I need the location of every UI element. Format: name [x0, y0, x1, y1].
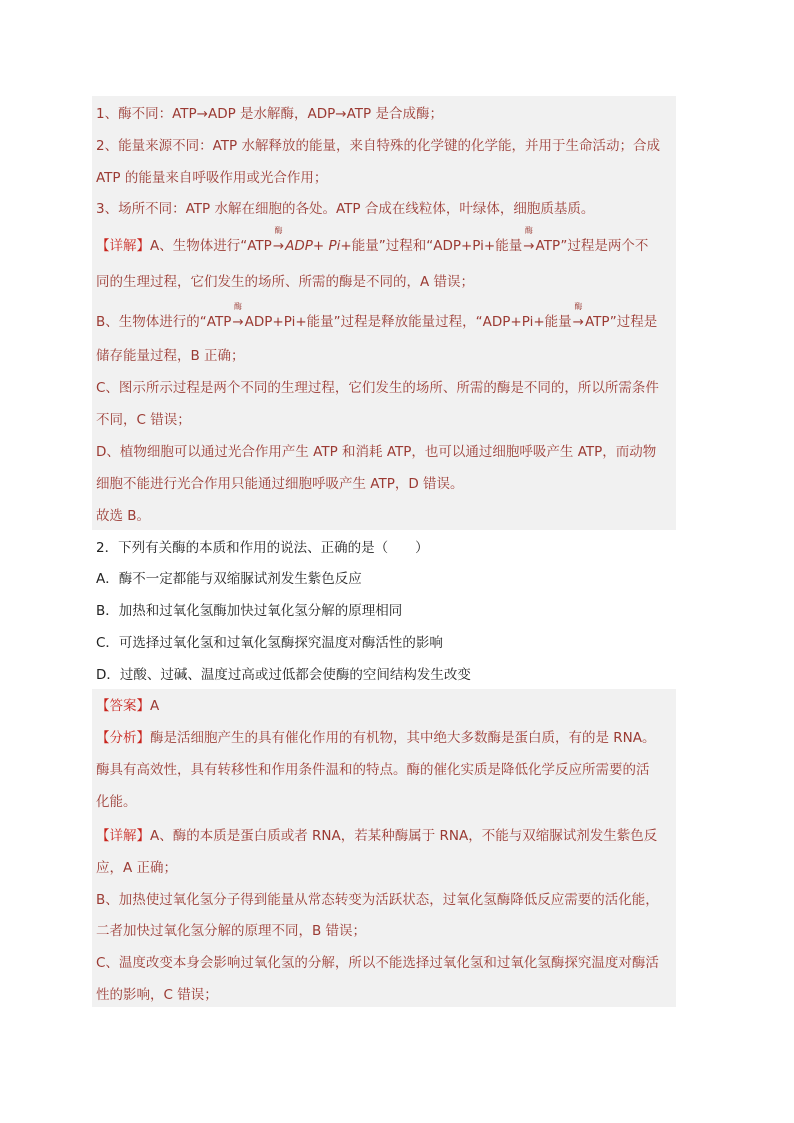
detail2-a-line-1: 【详解】A、酶的本质是蛋白质或者 RNA，若某种酶属于 RNA，不能与双缩脲试剂发生紫色反	[96, 828, 658, 844]
reaction-4: ADP+Pi+能量 酶 →ATP	[482, 302, 610, 330]
detail-b-line-1: B、生物体进行的“ATP 酶 →ADP+Pi+能量”过程是释放能量过程，“ADP+Pi+能量 酶 →ATP”过程是	[96, 302, 658, 330]
detail-c-line-1: C、图示所示过程是两个不同的生理过程，它们发生的场所、所需的酶是不同的，所以所需条件	[96, 380, 659, 396]
answer-line	[96, 696, 676, 716]
analysis-line-3: 化能。	[96, 794, 137, 810]
conclusion: 故选 B。	[96, 508, 151, 524]
detail-d-line-1: D、植物细胞可以通过光合作用产生 ATP 和消耗 ATP，也可以通过细胞呼吸产生 ATP，而动物	[96, 444, 657, 460]
analysis-item-2-line-2: ATP 的能量来自呼吸作用或光合作用；	[96, 170, 328, 186]
detail-b-line-2: 储存能量过程，B 正确；	[96, 348, 245, 364]
detail-a-line-1: 【详解】A、生物体进行“ATP 酶 →ADP+ Pi+能量”过程和“ADP+Pi+能量 酶 →ATP”过程是两个不	[96, 226, 649, 254]
option-d: D．过酸、过碱、温度过高或过低都会使酶的空间结构发生改变	[96, 667, 471, 683]
detail2-c-line-1: C、温度改变本身会影响过氧化氢的分解，所以不能选择过氧化氢和过氧化氢酶探究温度对酶活	[96, 955, 659, 971]
question-stem: 2．下列有关酶的本质和作用的说法、正确的是（ ）	[96, 540, 429, 556]
enzyme-arrow-icon: 酶 →	[232, 302, 244, 330]
option-b: B．加热和过氧化氢酶加快过氧化氢分解的原理相同	[96, 603, 403, 619]
reaction-3: ATP 酶 →ADP+Pi+能量	[206, 302, 334, 330]
answer-value: A	[150, 698, 160, 714]
detail2-b-line-2: 二者加快过氧化氢分解的原理不同，B 错误；	[96, 923, 367, 939]
option-a: A．酶不一定都能与双缩脲试剂发生紫色反应	[96, 571, 362, 587]
detail-tag: 【详解】	[96, 238, 150, 254]
detail2-b-line-1: B、加热使过氧化氢分子得到能量从常态转变为活跃状态，过氧化氢酶降低反应需要的活化能，	[96, 892, 659, 908]
detail-tag: 【详解】	[96, 828, 150, 844]
enzyme-arrow-icon: 酶 →	[272, 226, 285, 254]
analysis-item-1: 1、酶不同：ATP→ADP 是水解酶，ADP→ATP 是合成酶；	[96, 106, 443, 122]
detail-d-line-2: 细胞不能进行光合作用只能通过细胞呼吸产生 ATP，D 错误。	[96, 476, 464, 492]
reaction-1: ATP 酶 →ADP+ Pi+能量	[247, 226, 379, 254]
reaction-2: ADP+Pi+能量 酶 →ATP	[433, 226, 561, 254]
detail-c-line-2: 不同，C 错误；	[96, 412, 191, 428]
detail2-c-line-2: 性的影响，C 错误；	[96, 987, 218, 1003]
detail-a-line-2: 同的生理过程，它们发生的场所、所需的酶是不同的，A 错误；	[96, 274, 475, 290]
option-c: C．可选择过氧化氢和过氧化氢酶探究温度对酶活性的影响	[96, 635, 443, 651]
analysis-tag: 【分析】	[96, 730, 150, 746]
answer-tag: 【答案】	[96, 698, 150, 714]
detail2-a-line-2: 应，A 正确；	[96, 860, 178, 876]
analysis-item-2-line-1: 2、能量来源不同：ATP 水解释放的能量，来自特殊的化学键的化学能，并用于生命活动；合成	[96, 138, 660, 154]
enzyme-arrow-icon: 酶 →	[523, 226, 535, 254]
enzyme-arrow-icon: 酶 →	[572, 302, 584, 330]
analysis-line-1: 【分析】酶是活细胞产生的具有催化作用的有机物，其中绝大多数酶是蛋白质，有的是 RNA。	[96, 730, 656, 746]
analysis-item-3: 3、场所不同：ATP 水解在细胞的各处。ATP 合成在线粒体，叶绿体，细胞质基质。	[96, 201, 595, 217]
analysis-line-2: 酶具有高效性，具有转移性和作用条件温和的特点。酶的催化实质是降低化学反应所需要的活	[96, 762, 650, 778]
